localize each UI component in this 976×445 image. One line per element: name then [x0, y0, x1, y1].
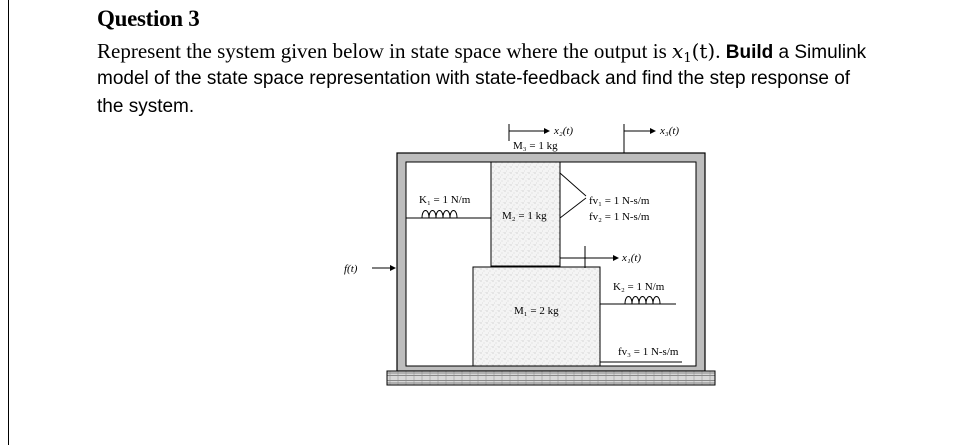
- x2-label: x₂(t): [554, 125, 574, 137]
- m3-label: M₃ = 1 kg: [513, 140, 558, 152]
- k2-label: K₂ = 1 N/m: [613, 281, 665, 293]
- k1-label: K₁ = 1 N/m: [419, 194, 471, 206]
- mass-spring-damper-diagram: [330, 118, 730, 390]
- fv1-label: fv₁ = 1 N-s/m: [589, 195, 650, 207]
- question-line-1-tail: a Simulink: [773, 42, 867, 63]
- left-border-line: [8, 0, 9, 445]
- output-variable-symbol: x: [672, 39, 684, 63]
- ground: [387, 371, 715, 385]
- question-line-1: [97, 37, 976, 65]
- fv3-label: fv₃ = 1 N-s/m: [618, 346, 679, 358]
- output-variable: [672, 39, 716, 66]
- m1-label: M₁ = 2 kg: [514, 305, 559, 317]
- question-line-2: model of the state space representation with state-feedback and find the step response of: [97, 68, 851, 89]
- build-keyword: Build: [725, 42, 774, 63]
- question-text: [97, 37, 976, 121]
- x1-label: x₁(t): [622, 252, 642, 264]
- output-variable-subscript: 1: [683, 51, 692, 66]
- force-label: f(t): [344, 263, 358, 275]
- displacement-x3-arrow: [624, 124, 655, 153]
- displacement-x2-arrow: [509, 124, 549, 141]
- question-line-1-text: Represent the system given below in state space where the output is: [97, 39, 673, 63]
- output-variable-argument: (t): [691, 39, 716, 63]
- m2-label: M₂ = 1 kg: [502, 210, 547, 222]
- fv2-label: fv₂ = 1 N-s/m: [589, 211, 650, 223]
- question-heading: Question 3: [97, 6, 200, 31]
- question-line-1-period: .: [715, 39, 726, 63]
- question-line-3: the system.: [97, 96, 195, 117]
- x3-label: x₃(t): [660, 125, 680, 137]
